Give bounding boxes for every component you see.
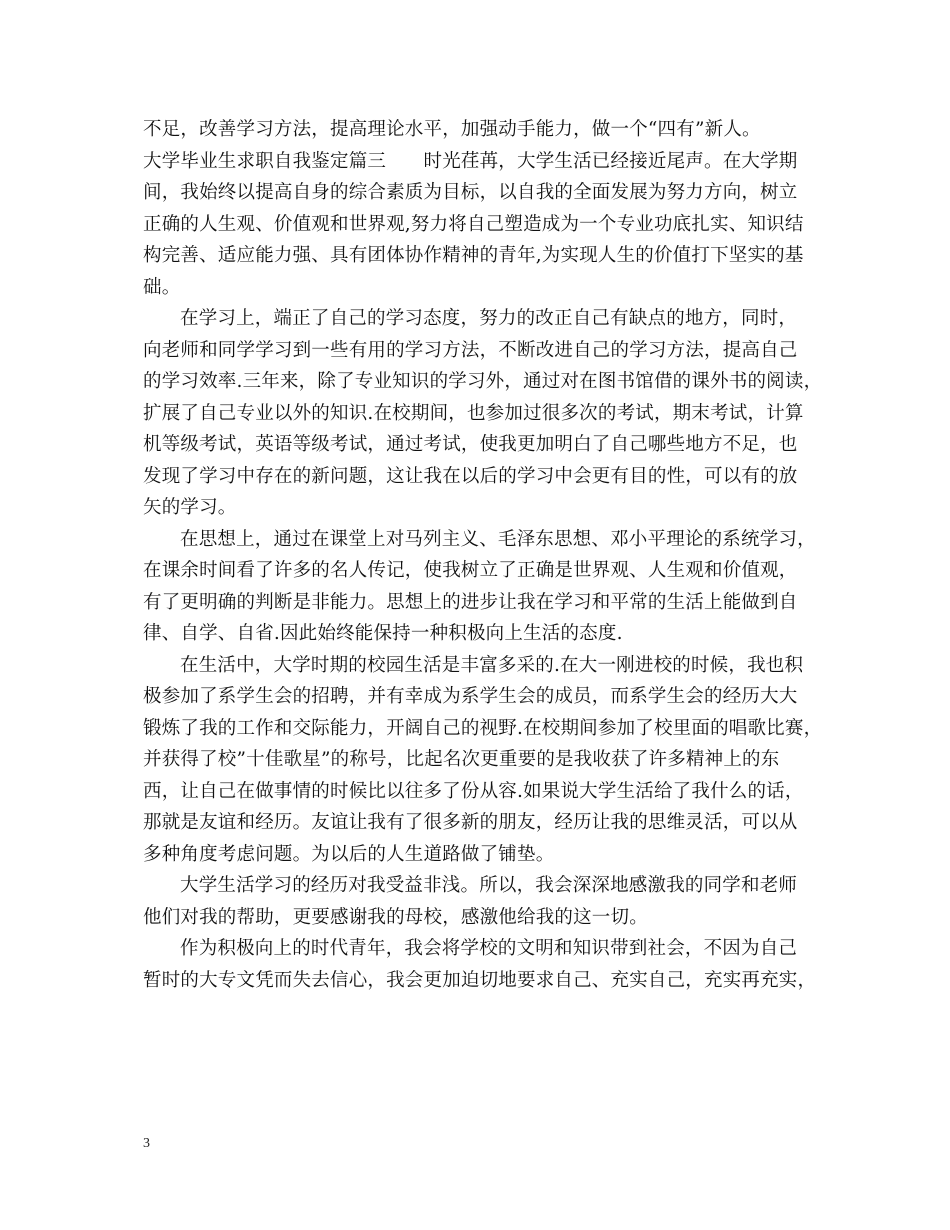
- paragraph-first-line: 在学习上，端正了自己的学习态度，努力的改正自己有缺点的地方，同时，: [180, 308, 798, 329]
- text-line: 间，我始终以提高自身的综合素质为目标，以自我的全面发展为努力方向，树立: [143, 182, 798, 203]
- text-line: 多种角度考虑问题。为以后的人生道路做了铺垫。: [143, 843, 555, 865]
- page-number: 3: [143, 1136, 150, 1151]
- text-line: 锻炼了我的工作和交际能力，开阔自己的视野.在校期间参加了校里面的唱歌比赛，: [143, 717, 823, 739]
- text-line: 发现了学习中存在的新问题，这让我在以后的学习中会更有目的性，可以有的放: [143, 465, 798, 487]
- text-line: 西，让自己在做事情的时候比以往多了份从容.如果说大学生活给了我什么的话，: [143, 780, 804, 802]
- text-line: 暂时的大专文凭而失去信心，我会更加迫切地要求自己、充实自己，充实再充实，: [143, 969, 817, 991]
- text-line: 矢的学习。: [143, 497, 237, 518]
- text-line: 并获得了校”十佳歌星”的称号，比起名次更重要的是我收获了许多精神上的东: [143, 749, 780, 770]
- text-line: 构完善、适应能力强、具有团体协作精神的青年,为实现人生的价值打下坚实的基: [143, 245, 804, 266]
- text-line: 向老师和同学学习到一些有用的学习方法，不断改进自己的学习方法，提高自己: [143, 339, 798, 361]
- text-line: 不足，改善学习方法，提高理论水平，加强动手能力，做一个“四有”新人。: [143, 119, 761, 140]
- text-line: 大学毕业生求职自我鉴定篇三 时光荏苒，大学生活已经接近尾声。在大学期: [143, 150, 798, 172]
- paragraph-first-line: 大学生活学习的经历对我受益非浅。所以，我会深深地感激我的同学和老师: [180, 875, 798, 896]
- text-line: 他们对我的帮助，更要感谢我的母校，感激他给我的这一切。: [143, 906, 648, 928]
- document-body: [143, 114, 823, 996]
- text-line: 在课余时间看了许多的名人传记，使我树立了正确是世界观、人生观和价值观，: [143, 560, 798, 581]
- text-line: 正确的人生观、价值观和世界观,努力将自己塑造成为一个专业功底扎实、知识结: [143, 213, 804, 235]
- text-line: 础。: [143, 276, 181, 298]
- paragraph-first-line: 在生活中，大学时期的校园生活是丰富多采的.在大一刚进校的时候，我也积: [180, 654, 804, 676]
- text-line: 那就是友谊和经历。友谊让我有了很多新的朋友，经历让我的思维灵活，可以从: [143, 812, 798, 833]
- text-line: 律、自学、自省.因此始终能保持一种积极向上生活的态度.: [143, 623, 623, 644]
- text-line: 扩展了自己专业以外的知识.在校期间，也参加过很多次的考试，期末考试，计算: [143, 402, 804, 424]
- paragraph-first-line: 作为积极向上的时代青年，我会将学校的文明和知识带到社会，不因为自己: [180, 938, 798, 959]
- text-line: 极参加了系学生会的招聘，并有幸成为系学生会的成员，而系学生会的经历大大: [143, 686, 798, 707]
- text-line: 机等级考试，英语等级考试，通过考试，使我更加明白了自己哪些地方不足，也: [143, 434, 798, 455]
- paragraph-first-line: 在思想上，通过在课堂上对马列主义、毛泽东思想、邓小平理论的系统学习，: [180, 528, 816, 550]
- text-line: 的学习效率.三年来，除了专业知识的学习外，通过对在图书馆借的课外书的阅读，: [143, 371, 823, 392]
- text-line: 有了更明确的判断是非能力。思想上的进步让我在学习和平常的生活上能做到自: [143, 591, 798, 613]
